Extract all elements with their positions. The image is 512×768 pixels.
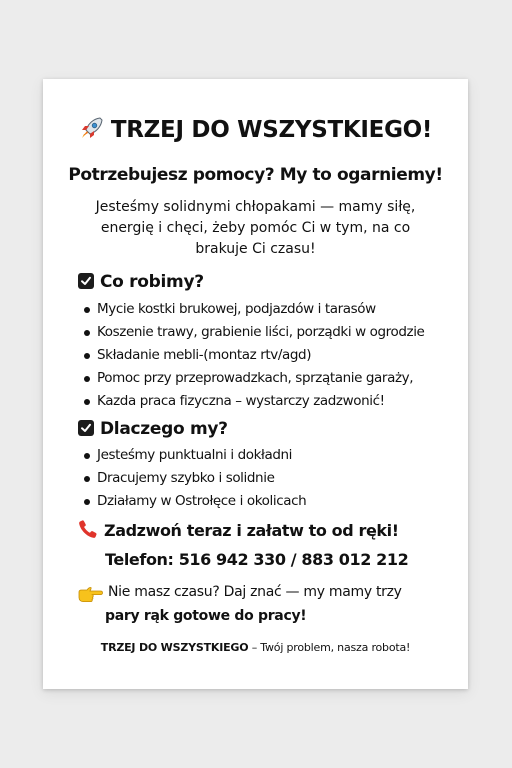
flyer-intro: Jesteśmy solidnymi chłopakami — mamy siłę, energię i chęci, żeby pomóc Ci w tym, na co brakuje Ci czasu! xyxy=(95,199,416,257)
phone-numbers: Telefon: 516 942 330 / 883 012 212 xyxy=(105,550,409,569)
list-item: Pomoc przy przeprowadzkach, sprzątanie garaży, xyxy=(83,367,424,390)
footer-tagline: – Twój problem, nasza robota! xyxy=(248,641,411,654)
why-list xyxy=(83,444,306,513)
call-to-action xyxy=(78,519,399,540)
flyer-title-text: TRZEJ DO WSZYSTKIEGO! xyxy=(110,117,433,143)
flyer-subtitle: Potrzebujesz pomocy? My to ogarniemy! xyxy=(68,165,443,185)
call-text: Zadzwoń teraz i załatw to od ręki! xyxy=(104,521,399,540)
rocket-icon xyxy=(79,115,105,141)
footer-brand: TRZEJ DO WSZYSTKIEGO xyxy=(100,641,249,654)
list-item: Składanie mebli-(montaz rtv/agd) xyxy=(83,344,424,367)
why-heading-text: Dlaczego my? xyxy=(100,419,228,439)
footer-slogan xyxy=(43,641,468,654)
check-box-icon xyxy=(78,420,94,436)
why-heading xyxy=(78,419,228,439)
flyer xyxy=(43,79,468,689)
list-item: Koszenie trawy, grabienie liści, porządki w ogrodzie xyxy=(83,321,424,344)
services-heading xyxy=(78,272,204,292)
flyer-title xyxy=(43,115,468,143)
pointing-hand-icon xyxy=(77,585,103,605)
services-list xyxy=(83,298,424,413)
list-item: Jesteśmy punktualni i dokładni xyxy=(83,444,306,467)
list-item: Działamy w Ostrołęce i okolicach xyxy=(83,490,306,513)
check-box-icon xyxy=(78,273,94,289)
list-item: Kazda praca fizyczna – wystarczy zadzwonić! xyxy=(83,390,424,413)
list-item: Mycie kostki brukowej, podjazdów i tarasów xyxy=(83,298,424,321)
services-heading-text: Co robimy? xyxy=(100,272,204,292)
list-item: Dracujemy szybko i solidnie xyxy=(83,467,306,490)
note-line-1: Nie masz czasu? Daj znać — my mamy trzy xyxy=(108,584,402,600)
note-line-2: pary rąk gotowe do pracy! xyxy=(105,608,307,624)
telephone-icon xyxy=(78,519,98,539)
